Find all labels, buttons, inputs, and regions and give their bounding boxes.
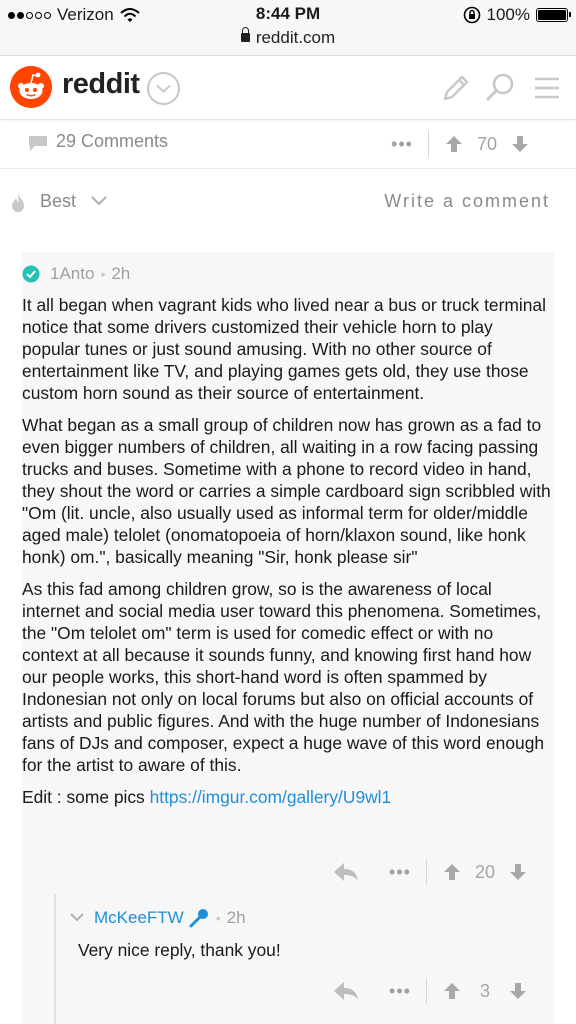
reply-action-bar — [332, 976, 529, 1006]
reply-time: 2h — [226, 908, 246, 927]
reply-arrow-icon[interactable] — [332, 860, 360, 884]
comment-score: 20 — [474, 861, 496, 882]
battery-percent: 100% — [486, 5, 530, 24]
reply-author[interactable]: McKeeFTW — [94, 908, 184, 927]
search-icon[interactable] — [484, 72, 516, 104]
post-score: 70 — [476, 133, 498, 154]
vote-divider — [428, 131, 429, 157]
separator-dot: • — [215, 910, 221, 926]
post-vote-bar — [390, 129, 531, 159]
edit-prefix: Edit : some pics — [22, 787, 150, 807]
separator-dot: • — [100, 266, 106, 282]
downvote-icon[interactable] — [509, 133, 531, 155]
more-options-icon[interactable]: ••• — [389, 861, 411, 882]
more-options-icon[interactable]: ••• — [389, 980, 411, 1001]
upvote-icon[interactable] — [441, 980, 463, 1002]
comment-paragraph: It all began when vagrant kids who lived near a bus or truck terminal notice that some drivers customized their vehicle horn to play popular tunes or just sound amusing. With no other source of entertainment like TV, and playing games gets old, they use those custom horn sound as their source of entertainment. — [22, 295, 546, 403]
pencil-icon[interactable] — [440, 72, 472, 104]
site-header — [0, 56, 576, 120]
verified-check-icon — [22, 265, 40, 283]
comment-header — [22, 262, 130, 286]
chevron-down-icon — [91, 196, 107, 206]
reply-arrow-icon[interactable] — [332, 979, 360, 1003]
post-meta-bar — [0, 122, 576, 166]
carrier-name: Verizon — [57, 5, 114, 24]
write-comment-link[interactable]: Write a comment — [384, 191, 550, 211]
reply-body: Very nice reply, thank you! — [78, 940, 281, 960]
downvote-icon[interactable] — [507, 861, 529, 883]
address-bar[interactable] — [0, 28, 576, 48]
reply-score: 3 — [479, 980, 490, 1001]
comment-time: 2h — [111, 264, 131, 283]
imgur-link[interactable]: https://imgur.com/gallery/U9wl1 — [149, 787, 392, 807]
battery-icon — [536, 8, 568, 22]
reply-header — [70, 906, 246, 930]
more-options-icon[interactable]: ••• — [391, 133, 413, 154]
collapse-chevron-icon[interactable] — [70, 913, 84, 923]
comment-edit-line — [22, 786, 552, 808]
microphone-icon — [188, 907, 210, 929]
comment-card — [22, 252, 554, 1024]
comment-action-bar — [332, 857, 529, 887]
reddit-logo-icon[interactable] — [10, 66, 52, 108]
vote-divider — [426, 859, 427, 885]
status-bar — [0, 0, 576, 56]
reply-comment — [54, 894, 554, 1024]
comment-paragraph: As this fad among children grow, so is the awareness of local internet and social media user toward this phenomena. Sometimes, the "Om telolet om" term is used for comedic effect or with no context at all because it sounds funny, and knowing first hand how our people works, this short-hand word is often spammed by Indonesian not only on local forums but also on official accounts of artists and public figures. And with the huge number of Indonesians fans of DJs and composer, expect a huge wave of this word enough for the artist to aware of this. — [22, 579, 545, 775]
downvote-icon[interactable] — [507, 980, 529, 1002]
lock-icon — [241, 33, 250, 42]
orientation-lock-icon — [463, 6, 481, 24]
flame-icon — [10, 192, 26, 214]
upvote-icon[interactable] — [443, 133, 465, 155]
sort-dropdown[interactable] — [40, 191, 107, 212]
sort-bar — [0, 180, 576, 224]
divider — [0, 168, 576, 169]
comment-paragraph: What began as a small group of children now has grown as a fad to even bigger numbers of children, all waiting in a row facing passing trucks and buses. Sometime with a phone to record video in hand, they shout the word or carries a simple cardboard sign scribbled with "Om (lit. uncle, also usually used as informal term for older/middle aged male) telolet (onomatopoeia of horn/klaxon sound, like honk honk) om.", basically meaning "Sir, honk please sir" — [22, 415, 551, 567]
comment-author[interactable]: 1Anto — [50, 264, 95, 283]
vote-divider — [426, 978, 427, 1004]
status-right — [463, 5, 568, 25]
upvote-icon[interactable] — [441, 861, 463, 883]
comment-body — [22, 294, 552, 818]
brand-wordmark[interactable]: reddit — [62, 68, 140, 100]
sort-label: Best — [40, 191, 77, 211]
comment-bubble-icon — [27, 134, 49, 152]
comments-count[interactable]: 29 Comments — [56, 131, 169, 151]
clock: 8:44 PM — [255, 4, 321, 23]
menu-icon[interactable] — [532, 72, 564, 104]
chevron-down-icon[interactable] — [147, 72, 180, 105]
url-text: reddit.com — [255, 28, 336, 47]
